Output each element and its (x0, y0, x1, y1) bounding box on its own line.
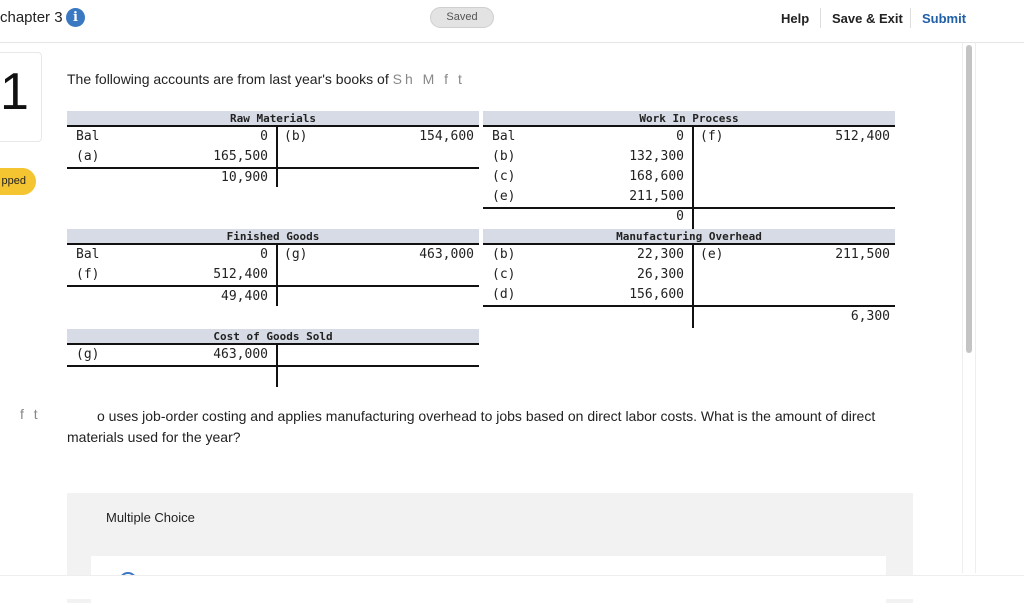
account-row (67, 168, 479, 188)
debit-label: (c) (492, 169, 516, 184)
saved-status-badge: Saved (430, 7, 494, 28)
account-title: Finished Goods (67, 229, 479, 245)
debit-value: 0 (260, 247, 268, 262)
account-row (483, 245, 895, 265)
question-intro (67, 71, 465, 87)
question-truncated-prefix: f t (20, 406, 41, 422)
t-account-manufacturing-overhead (483, 229, 895, 345)
credit-value: 463,000 (419, 247, 474, 262)
account-row (483, 265, 895, 285)
debit-label: (b) (492, 247, 516, 262)
debit-label: (f) (76, 267, 100, 282)
account-title: Cost of Goods Sold (67, 329, 479, 345)
status-badge: pped (0, 168, 36, 195)
scrollbar[interactable] (962, 43, 976, 573)
debit-value: 49,400 (221, 289, 268, 304)
bottom-edge (0, 575, 1024, 599)
debit-label: (b) (492, 149, 516, 164)
account-row (67, 147, 479, 167)
divider (910, 8, 911, 28)
top-bar (0, 0, 1024, 43)
debit-value: 463,000 (213, 347, 268, 362)
account-row (483, 147, 895, 167)
credit-label: (e) (700, 247, 724, 262)
account-row (67, 345, 479, 365)
t-account-raw-materials (67, 111, 479, 203)
account-row (483, 285, 895, 305)
debit-value: 156,600 (629, 287, 684, 302)
credit-value: 211,500 (835, 247, 890, 262)
account-row (483, 127, 895, 147)
intro-truncated: Sh M f t (392, 71, 465, 87)
account-row (67, 127, 479, 147)
t-account-work-in-process (483, 111, 895, 247)
help-link[interactable]: Help (781, 11, 810, 26)
scrollbar-thumb[interactable] (966, 45, 972, 353)
info-icon[interactable]: i (66, 8, 85, 27)
account-row (483, 167, 895, 187)
account-row (67, 245, 479, 265)
debit-value: 512,400 (213, 267, 268, 282)
divider (820, 8, 821, 28)
question-text (67, 406, 907, 448)
debit-label: Bal (492, 129, 516, 144)
debit-label: (g) (76, 347, 100, 362)
debit-value: 211,500 (629, 189, 684, 204)
save-exit-button[interactable]: Save & Exit (832, 11, 903, 26)
debit-label: (e) (492, 189, 516, 204)
debit-label: (a) (76, 149, 100, 164)
credit-value: 512,400 (835, 129, 890, 144)
account-title: Manufacturing Overhead (483, 229, 895, 245)
credit-label: (b) (284, 129, 308, 144)
debit-value: 165,500 (213, 149, 268, 164)
account-row (67, 287, 479, 307)
submit-button[interactable]: Submit (922, 11, 967, 26)
t-account-cost-of-goods-sold (67, 329, 479, 405)
total-line (67, 365, 479, 367)
credit-value: 6,300 (850, 309, 890, 324)
chapter-title: chapter 3 (0, 9, 63, 26)
account-row (483, 187, 895, 207)
debit-value: 0 (676, 129, 684, 144)
account-title: Work In Process (483, 111, 895, 127)
account-row (483, 207, 895, 227)
debit-label: Bal (76, 247, 100, 262)
account-title: Raw Materials (67, 111, 479, 127)
debit-label: (c) (492, 267, 516, 282)
account-row (67, 265, 479, 285)
debit-value: 22,300 (637, 247, 684, 262)
debit-label: Bal (76, 129, 100, 144)
multiple-choice-label: Multiple Choice (106, 510, 195, 525)
debit-value: 168,600 (629, 169, 684, 184)
debit-value: 0 (260, 129, 268, 144)
intro-text: The following accounts are from last year's books of (67, 71, 389, 87)
credit-value: 154,600 (419, 129, 474, 144)
debit-value: 10,900 (221, 170, 268, 185)
t-account-finished-goods (67, 229, 479, 321)
question-body: o uses job-order costing and applies manufacturing overhead to jobs based on direct labor costs. What is the amount of direct materials used for the year? (67, 408, 876, 445)
debit-value: 26,300 (637, 267, 684, 282)
credit-label: (f) (700, 129, 724, 144)
debit-label: (d) (492, 287, 516, 302)
credit-label: (g) (284, 247, 308, 262)
account-row (483, 307, 895, 327)
debit-value: 0 (676, 209, 684, 224)
question-number: 1 (0, 63, 29, 121)
debit-value: 132,300 (629, 149, 684, 164)
